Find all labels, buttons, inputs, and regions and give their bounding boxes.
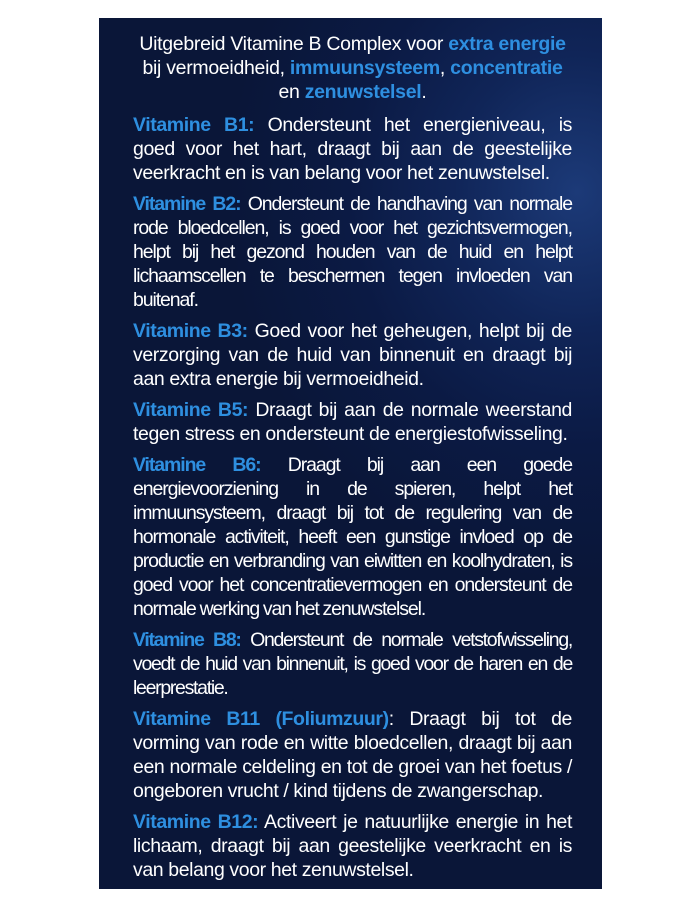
entry-vitamine-b12 (133, 810, 572, 882)
entry-label: Vitamine B2: (133, 193, 241, 215)
entry-vitamine-b8 (133, 628, 572, 700)
entry-vitamine-b3 (133, 319, 572, 391)
entry-text: Draagt bij aan de normale weerstand tegen stress en ondersteunt de energiestofwisseling. (133, 399, 572, 445)
highlight-immuunsysteem: immuunsysteem (289, 57, 440, 79)
intro-heading (133, 32, 572, 104)
entry-text: Ondersteunt de normale vetstofwisseling, voedt de huid van binnenuit, is goed voor de haren en de leerprestatie. (133, 629, 572, 699)
entry-label: Vitamine B12: (133, 811, 259, 833)
entry-label: Vitamine B11 (Foliumzuur) (133, 708, 389, 730)
entry-text: Goed voor het geheugen, helpt bij de verzorging van de huid van binnenuit en draagt bij aan extra energie bij vermoeidheid. (133, 320, 572, 390)
entry-label: Vitamine B5: (133, 399, 249, 421)
intro-text-3: en (278, 81, 305, 103)
vitamin-info-panel (99, 18, 602, 889)
entry-text: Ondersteunt het energieniveau, is goed voor het hart, draagt bij aan de geestelijke veerkracht en is van belang voor het zenuwstelsel. (133, 114, 572, 184)
entry-label: Vitamine B6: (133, 454, 261, 476)
entry-text: Ondersteunt de handhaving van normale rode bloedcellen, is goed voor het gezichtsvermogen, helpt bij het gezond houden van de huid en helpt lichaamscellen te beschermen tegen invloeden van buitenaf. (133, 193, 573, 311)
entry-vitamine-b1 (133, 113, 572, 185)
highlight-zenuwstelsel: zenuwstelsel (304, 81, 422, 103)
entry-vitamine-b2 (133, 192, 572, 312)
entry-label: Vitamine B1: (133, 114, 255, 136)
intro-text-1: Uitgebreid Vitamine B Complex voor (139, 33, 449, 55)
intro-end: . (421, 81, 427, 103)
entry-label: Vitamine B3: (133, 320, 248, 342)
intro-separator: , (439, 57, 451, 79)
entry-text: Activeert je natuurlijke energie in het lichaam, draagt bij aan geestelijke veerkracht en is van belang voor het zenuwstelsel. (133, 811, 572, 881)
highlight-concentratie: concentratie (450, 57, 563, 79)
entry-label: Vitamine B8: (133, 629, 241, 651)
entry-text: : Draagt bij tot de vorming van rode en witte bloedcellen, draagt bij aan een normale celdeling en tot de groei van het foetus / ongeboren vrucht / kind tijdens de zwangerschap. (133, 708, 573, 802)
entry-vitamine-b5 (133, 398, 572, 446)
entry-text: Draagt bij aan een goede energievoorziening in de spieren, helpt het immuunsysteem, draagt bij tot de regulering van de hormonale activiteit, heeft een gunstige invloed op de productie en verbranding van eiwitten en koolhydraten, is goed voor het concentratievermogen en ondersteunt de normale werking van het zenuwstelsel. (133, 454, 573, 620)
intro-text-2: bij vermoeidheid, (142, 57, 290, 79)
entry-vitamine-b6 (133, 453, 572, 621)
highlight-extra-energie: extra energie (448, 33, 566, 55)
entry-vitamine-b11 (133, 707, 572, 803)
